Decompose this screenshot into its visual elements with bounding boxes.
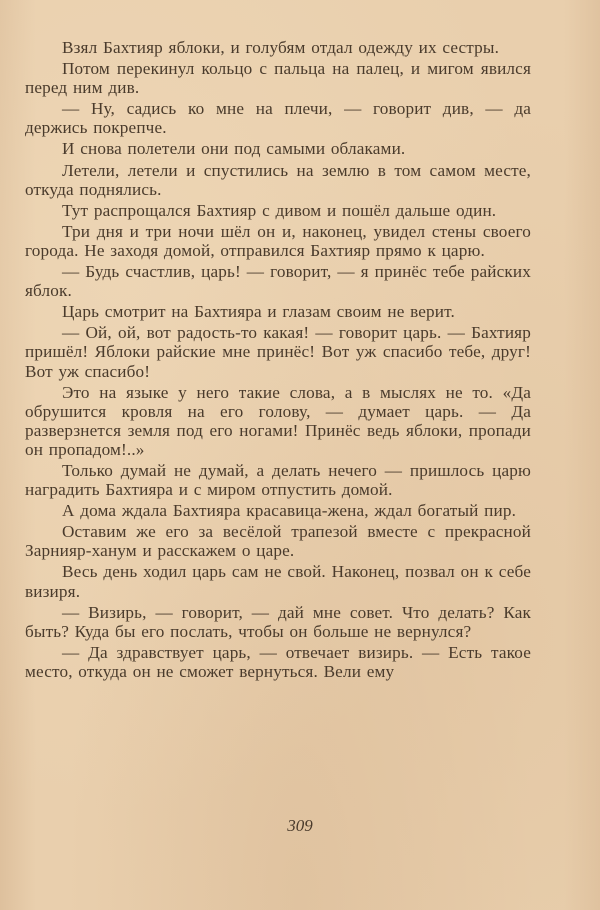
paragraph: — Да здравствует царь, — отвечает визирь. — Есть такое место, откуда он не сможет вернуться. Вели ему [25,642,531,681]
paragraph: Царь смотрит на Бахтияра и глазам своим не верит. [62,302,455,322]
paragraph: — Ну, садись ко мне на плечи, — говорит див, — да держись покрепче. [25,99,531,138]
paragraph: И снова полетели они под самыми облаками. [62,139,406,159]
paragraph: Взял Бахтияр яблоки, и голубям отдал одежду их сестры. [62,38,500,57]
paragraph: Весь день ходил царь сам не свой. Наконец, позвал он к себе визиря. [25,562,531,601]
paragraph: Только думай не думай, а делать нечего — пришлось царю наградить Бахтияра и с миром отпустить домой. [25,460,531,500]
paragraph: Оставим же его за весёлой трапезой вместе с прекрасной Зарнияр-ханум и расскажем о царе. [25,522,531,561]
paragraph: — Визирь, — говорит, — дай мне совет. Что делать? Как быть? Куда бы его послать, чтобы он больше не вернулся? [25,602,531,641]
paragraph: — Ой, ой, вот радость-то какая! — говорит царь. — Бахтияр пришёл! Яблоки райские мне принёс! Вот уж спасибо тебе, друг! Вот уж спасибо! [25,323,531,381]
paragraph: Летели, летели и спустились на землю в том самом месте, откуда поднялись. [25,160,531,199]
paragraph: Тут распрощался Бахтияр с дивом и пошёл дальше один. [62,200,497,220]
book-page-text [25,38,531,683]
paragraph: Это на языке у него такие слова, а в мыслях не то. «Да обрушится кровля на его голову, — думает царь. — Да разверзнется земля под его ногами! Принёс ведь яблоки, пропади он пропадом!..» [25,382,531,459]
paragraph: Три дня и три ночи шёл он и, наконец, увидел стены своего города. Не заходя домой, отправился Бахтияр прямо к царю. [25,221,531,260]
paragraph: А дома ждала Бахтияра красавица-жена, ждал богатый пир. [62,501,517,521]
paragraph: Потом перекинул кольцо с пальца на палец, и мигом явился перед ним див. [25,59,531,98]
paragraph: — Будь счастлив, царь! — говорит, — я принёс тебе райских яблок. [25,262,531,301]
page-number: 309 [287,816,313,835]
